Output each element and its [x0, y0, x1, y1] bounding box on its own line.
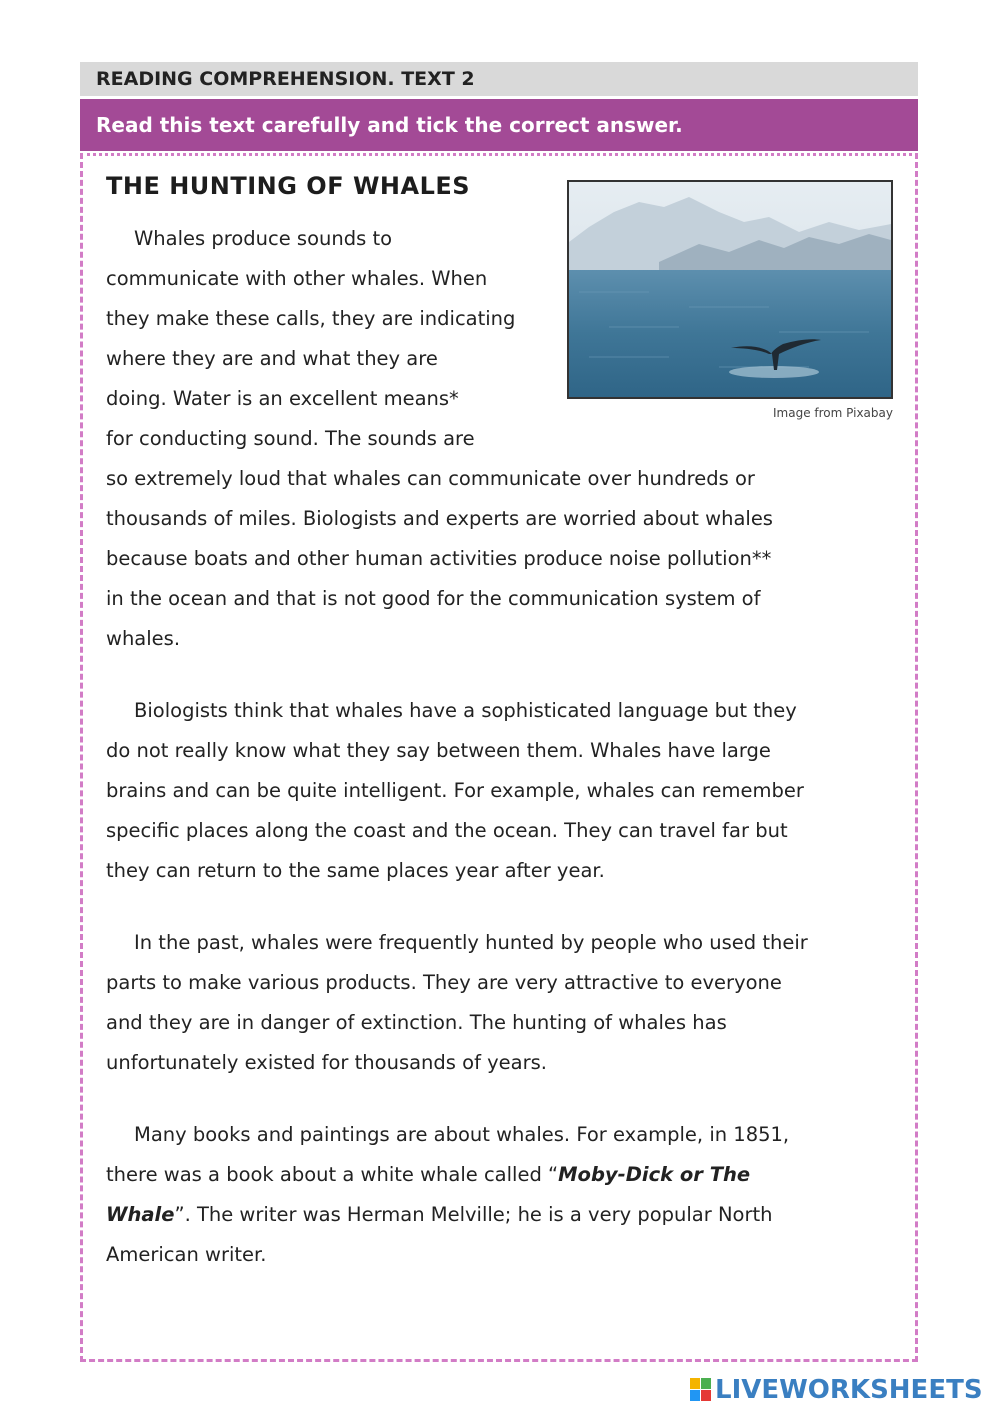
- text-segment: there was a book about a white whale called “: [106, 1163, 559, 1186]
- paragraph-2: [106, 691, 804, 891]
- paragraph-line: Biologists think that whales have a sophisticated language but they: [134, 699, 797, 722]
- paragraph-3: [106, 923, 808, 1083]
- paragraph-line: In the past, whales were frequently hunted by people who used their: [134, 931, 808, 954]
- paragraph-line: Whales produce sounds to: [134, 227, 393, 250]
- paragraph-line: they make these calls, they are indicating: [106, 307, 516, 330]
- paragraph-line: so extremely loud that whales can communicate over hundreds or: [106, 467, 755, 490]
- liveworksheets-icon: [690, 1378, 712, 1402]
- paragraph-line: they can return to the same places year after year.: [106, 859, 605, 882]
- paragraph-4: [106, 1115, 789, 1275]
- paragraph-line: parts to make various products. They are very attractive to everyone: [106, 971, 782, 994]
- instruction-banner: Read this text carefully and tick the correct answer.: [80, 99, 918, 151]
- paragraph-line: for conducting sound. The sounds are: [106, 427, 475, 450]
- paragraph-line: [106, 1195, 789, 1235]
- paragraph-line: doing. Water is an excellent means*: [106, 387, 459, 410]
- paragraph-line: brains and can be quite intelligent. For example, whales can remember: [106, 779, 804, 802]
- paragraph-line: in the ocean and that is not good for the communication system of: [106, 587, 761, 610]
- paragraph-1: [106, 219, 773, 659]
- paragraph-line: thousands of miles. Biologists and experts are worried about whales: [106, 507, 773, 530]
- image-caption: Image from Pixabay: [773, 406, 893, 420]
- paragraph-line: where they are and what they are: [106, 347, 438, 370]
- paragraph-line: communicate with other whales. When: [106, 267, 488, 290]
- text-segment: ”. The writer was Herman Melville; he is a very popular North: [174, 1203, 773, 1226]
- paragraph-line: do not really know what they say between them. Whales have large: [106, 739, 771, 762]
- paragraph-line: [106, 1155, 789, 1195]
- paragraph-line: American writer.: [106, 1243, 267, 1266]
- paragraph-line: Many books and paintings are about whales. For example, in 1851,: [134, 1123, 790, 1146]
- section-title: READING COMPREHENSION. TEXT 2: [80, 62, 918, 96]
- paragraph-line: and they are in danger of extinction. The hunting of whales has: [106, 1011, 727, 1034]
- book-title: Moby-Dick or The: [558, 1163, 751, 1186]
- book-title: Whale: [106, 1203, 175, 1226]
- paragraph-line: unfortunately existed for thousands of years.: [106, 1051, 547, 1074]
- logo-text: LIVEWORKSHEETS: [715, 1375, 983, 1405]
- article-title: THE HUNTING OF WHALES: [106, 172, 471, 200]
- liveworksheets-logo[interactable]: [690, 1375, 983, 1405]
- paragraph-line: specific places along the coast and the ocean. They can travel far but: [106, 819, 788, 842]
- paragraph-line: because boats and other human activities produce noise pollution**: [106, 547, 772, 570]
- paragraph-line: whales.: [106, 627, 181, 650]
